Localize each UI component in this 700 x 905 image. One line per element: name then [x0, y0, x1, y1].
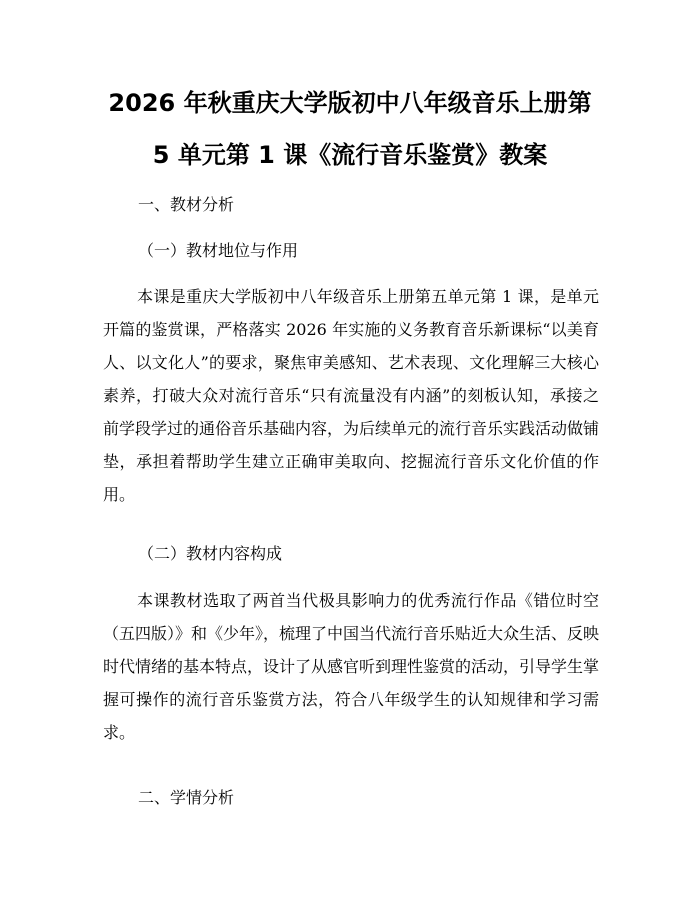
section-heading-teaching-material-analysis: 一、教材分析	[138, 195, 235, 214]
subsection-heading-material-role: （一）教材地位与作用	[138, 241, 299, 260]
section-heading-learner-analysis: 二、学情分析	[138, 788, 235, 807]
document-title-line-1: 2026 年秋重庆大学版初中八年级音乐上册第	[108, 89, 592, 117]
document-title-line-2: 5 单元第 1 课《流行音乐鉴赏》教案	[152, 141, 548, 169]
subsection-heading-material-content: （二）教材内容构成	[138, 544, 283, 563]
paragraph-material-role: 本课是重庆大学版初中八年级音乐上册第五单元第 1 课，是单元开篇的鉴赏课，严格落实 2026 年实施的义务教育音乐新课标“以美育人、以文化人”的要求，聚焦审美感知、艺术表现、文化理解三大核心素养，打破大众对流行音乐“只有流量没有内涵”的刻板认知，承接之前学段学过的通俗音乐基础内容，为后续单元的流行音乐实践活动做铺垫，承担着帮助学生建立正确审美取向、挖掘流行音乐文化价值的作用。	[103, 287, 600, 504]
paragraph-material-content: 本课教材选取了两首当代极具影响力的优秀流行作品《错位时空（五四版）》和《少年》，梳理了中国当代流行音乐贴近大众生活、反映时代情绪的基本特点，设计了从感官听到理性鉴赏的活动，引导学生掌握可操作的流行音乐鉴赏方法，符合八年级学生的认知规律和学习需求。	[103, 591, 600, 742]
